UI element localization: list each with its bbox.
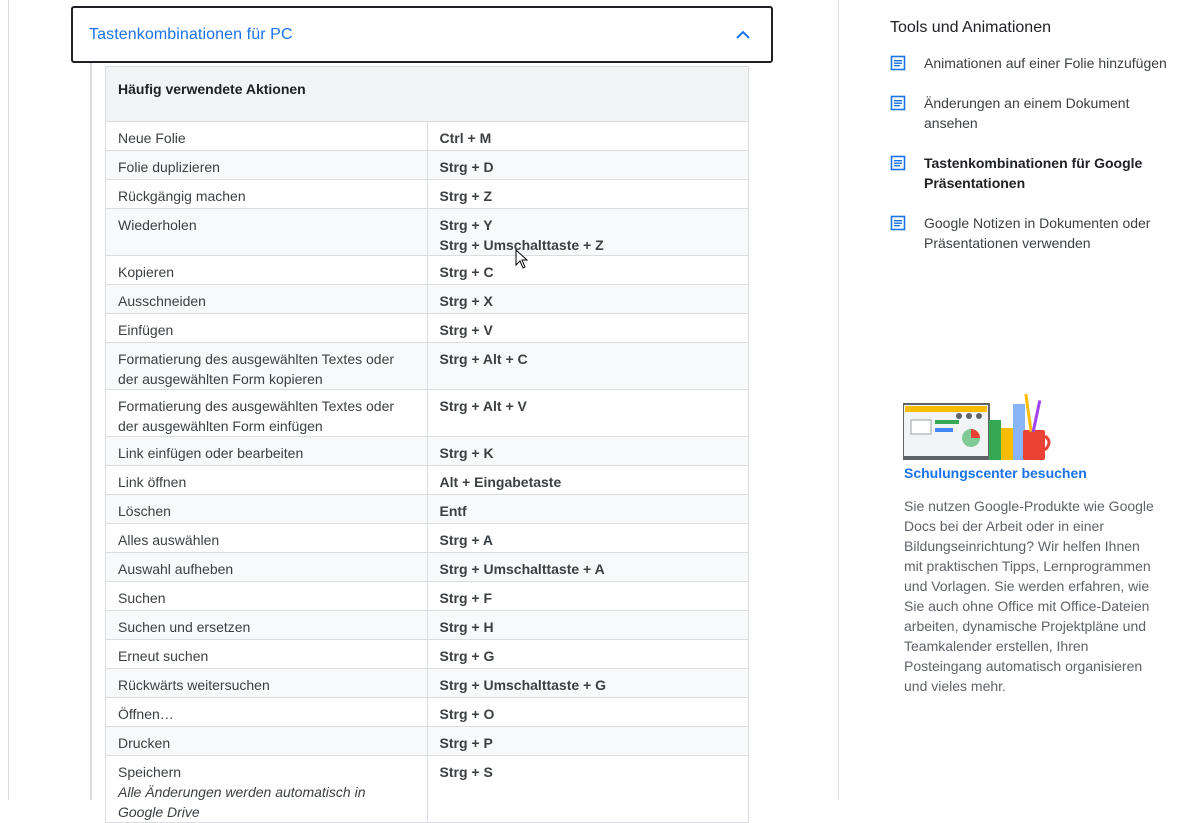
shortcut-keys: Strg + Umschalttaste + Z bbox=[439, 237, 604, 253]
action-label: Löschen bbox=[118, 503, 171, 519]
document-icon bbox=[890, 95, 906, 111]
action-label: Erneut suchen bbox=[118, 648, 209, 664]
shortcut-keys: Strg + Alt + V bbox=[439, 398, 527, 414]
shortcut-cell bbox=[427, 285, 749, 314]
shortcut-table bbox=[105, 66, 749, 823]
shortcut-keys: Strg + V bbox=[439, 322, 493, 338]
table-row bbox=[106, 640, 749, 669]
learning-center-description: Sie nutzen Google-Produkte wie Google Docs bei der Arbeit oder in einer Bildungseinrichtung? Wir helfen Ihnen mit praktischen Tipps, Lernprogrammen und Vorlagen. Sie werden erfahren, wie Sie auch ohne Office mit Office-Dateien arbeiten, dynamische Projektpläne und Teamkalender erstellen, Ihren Posteingang automatisch organisieren und vieles mehr. bbox=[904, 498, 1154, 694]
action-cell bbox=[106, 466, 428, 495]
chevron-up-icon[interactable] bbox=[735, 29, 751, 41]
action-cell bbox=[106, 756, 428, 823]
action-label: Link einfügen oder bearbeiten bbox=[118, 445, 304, 461]
shortcut-keys: Strg + O bbox=[439, 706, 495, 722]
shortcut-keys: Strg + Y bbox=[439, 217, 493, 233]
shortcut-table-container bbox=[105, 66, 749, 823]
action-cell bbox=[106, 611, 428, 640]
shortcut-keys: Entf bbox=[439, 503, 467, 519]
action-label: Formatierung des ausgewählten Textes oder der ausgewählten Form einfügen bbox=[118, 398, 395, 434]
table-row bbox=[106, 495, 749, 524]
shortcut-cell bbox=[427, 180, 749, 209]
shortcut-cell bbox=[427, 611, 749, 640]
shortcut-keys: Strg + Umschalttaste + A bbox=[439, 561, 605, 577]
table-row bbox=[106, 180, 749, 209]
shortcut-cell bbox=[427, 314, 749, 343]
action-label: Link öffnen bbox=[118, 474, 187, 490]
action-label: Alles auswählen bbox=[118, 532, 220, 548]
action-label: Einfügen bbox=[118, 322, 174, 338]
action-label: Folie duplizieren bbox=[118, 159, 220, 175]
sidebar-link-label: Tastenkombinationen für Google Präsentationen bbox=[924, 155, 1143, 191]
shortcut-keys: Strg + S bbox=[439, 764, 493, 780]
shortcut-keys: Strg + Umschalttaste + G bbox=[439, 677, 607, 693]
sidebar-title: Tools und Animationen bbox=[890, 19, 1051, 36]
table-row bbox=[106, 669, 749, 698]
table-row bbox=[106, 437, 749, 466]
action-cell bbox=[106, 495, 428, 524]
table-row bbox=[106, 151, 749, 180]
action-label: Suchen und ersetzen bbox=[118, 619, 251, 635]
sidebar-link-label: Änderungen an einem Dokument ansehen bbox=[924, 95, 1130, 131]
action-label: Auswahl aufheben bbox=[118, 561, 234, 577]
accordion-indent-bar bbox=[90, 63, 92, 800]
mouse-pointer-icon bbox=[515, 249, 529, 269]
shortcut-cell bbox=[427, 524, 749, 553]
shortcut-cell bbox=[427, 209, 749, 256]
action-cell bbox=[106, 314, 428, 343]
shortcut-keys: Strg + Z bbox=[439, 188, 493, 204]
action-label: Wiederholen bbox=[118, 217, 197, 233]
table-row bbox=[106, 698, 749, 727]
shortcut-cell bbox=[427, 553, 749, 582]
action-cell bbox=[106, 180, 428, 209]
shortcut-cell bbox=[427, 437, 749, 466]
action-cell bbox=[106, 390, 428, 437]
table-row bbox=[106, 390, 749, 437]
table-header: Häufig verwendete Aktionen bbox=[106, 67, 749, 122]
action-cell bbox=[106, 553, 428, 582]
shortcut-keys: Strg + X bbox=[439, 293, 493, 309]
table-row bbox=[106, 122, 749, 151]
shortcut-keys: Strg + H bbox=[439, 619, 494, 635]
table-row bbox=[106, 756, 749, 823]
action-label: Kopieren bbox=[118, 264, 175, 280]
action-label: Ausschneiden bbox=[118, 293, 206, 309]
shortcut-cell bbox=[427, 466, 749, 495]
shortcut-cell bbox=[427, 727, 749, 756]
action-cell bbox=[106, 640, 428, 669]
shortcut-cell bbox=[427, 256, 749, 285]
shortcut-keys: Strg + C bbox=[439, 264, 494, 280]
table-row bbox=[106, 285, 749, 314]
action-label: Drucken bbox=[118, 735, 171, 751]
action-cell bbox=[106, 122, 428, 151]
shortcut-cell bbox=[427, 343, 749, 390]
table-row bbox=[106, 256, 749, 285]
shortcut-cell bbox=[427, 151, 749, 180]
sidebar-link-label: Google Notizen in Dokumenten oder Präsentationen verwenden bbox=[924, 215, 1151, 251]
action-cell bbox=[106, 285, 428, 314]
action-label: Rückgängig machen bbox=[118, 188, 246, 204]
shortcut-cell bbox=[427, 640, 749, 669]
shortcut-cell bbox=[427, 122, 749, 151]
table-row bbox=[106, 553, 749, 582]
sidebar-link-label: Animationen auf einer Folie hinzufügen bbox=[924, 55, 1167, 71]
shortcut-keys: Ctrl + M bbox=[439, 130, 492, 146]
table-row bbox=[106, 524, 749, 553]
action-label: Speichern bbox=[118, 764, 182, 780]
shortcut-cell bbox=[427, 390, 749, 437]
document-icon bbox=[890, 55, 906, 71]
action-cell bbox=[106, 727, 428, 756]
shortcut-cell bbox=[427, 495, 749, 524]
action-cell bbox=[106, 437, 428, 466]
action-cell bbox=[106, 669, 428, 698]
table-row bbox=[106, 611, 749, 640]
action-cell bbox=[106, 256, 428, 285]
action-cell bbox=[106, 343, 428, 390]
content-left-border bbox=[8, 0, 9, 800]
table-row bbox=[106, 343, 749, 390]
content-right-border bbox=[838, 0, 839, 800]
shortcut-keys: Strg + A bbox=[439, 532, 494, 548]
shortcut-keys: Strg + K bbox=[439, 445, 494, 461]
shortcut-keys: Strg + Alt + C bbox=[439, 351, 528, 367]
table-body bbox=[106, 122, 749, 823]
document-icon bbox=[890, 155, 906, 171]
action-label: Formatierung des ausgewählten Textes oder der ausgewählten Form kopieren bbox=[118, 351, 395, 387]
action-label: Neue Folie bbox=[118, 130, 186, 146]
accordion-title: Tastenkombinationen für PC bbox=[89, 26, 293, 43]
table-row bbox=[106, 727, 749, 756]
action-label: Öffnen… bbox=[118, 706, 174, 722]
table-row bbox=[106, 466, 749, 495]
shortcut-cell bbox=[427, 669, 749, 698]
action-cell bbox=[106, 524, 428, 553]
action-label: Rückwärts weitersuchen bbox=[118, 677, 270, 693]
shortcut-cell bbox=[427, 698, 749, 727]
learning-center-link[interactable]: Schulungscenter besuchen bbox=[904, 465, 1087, 481]
learning-center-illustration bbox=[903, 390, 1055, 462]
shortcut-keys: Alt + Eingabetaste bbox=[439, 474, 562, 490]
action-label: Suchen bbox=[118, 590, 166, 606]
table-row bbox=[106, 582, 749, 611]
table-row bbox=[106, 209, 749, 256]
action-cell bbox=[106, 582, 428, 611]
action-cell bbox=[106, 151, 428, 180]
action-cell bbox=[106, 209, 428, 256]
table-row bbox=[106, 314, 749, 343]
shortcut-keys: Strg + D bbox=[439, 159, 494, 175]
shortcut-cell bbox=[427, 582, 749, 611]
shortcut-keys: Strg + F bbox=[439, 590, 493, 606]
action-cell bbox=[106, 698, 428, 727]
shortcut-keys: Strg + P bbox=[439, 735, 493, 751]
document-icon bbox=[890, 215, 906, 231]
accordion-header-pc-shortcuts[interactable] bbox=[71, 6, 773, 63]
shortcut-keys: Strg + G bbox=[439, 648, 495, 664]
action-note: Alle Änderungen werden automatisch in Google Drive bbox=[118, 784, 366, 820]
shortcut-cell bbox=[427, 756, 749, 823]
